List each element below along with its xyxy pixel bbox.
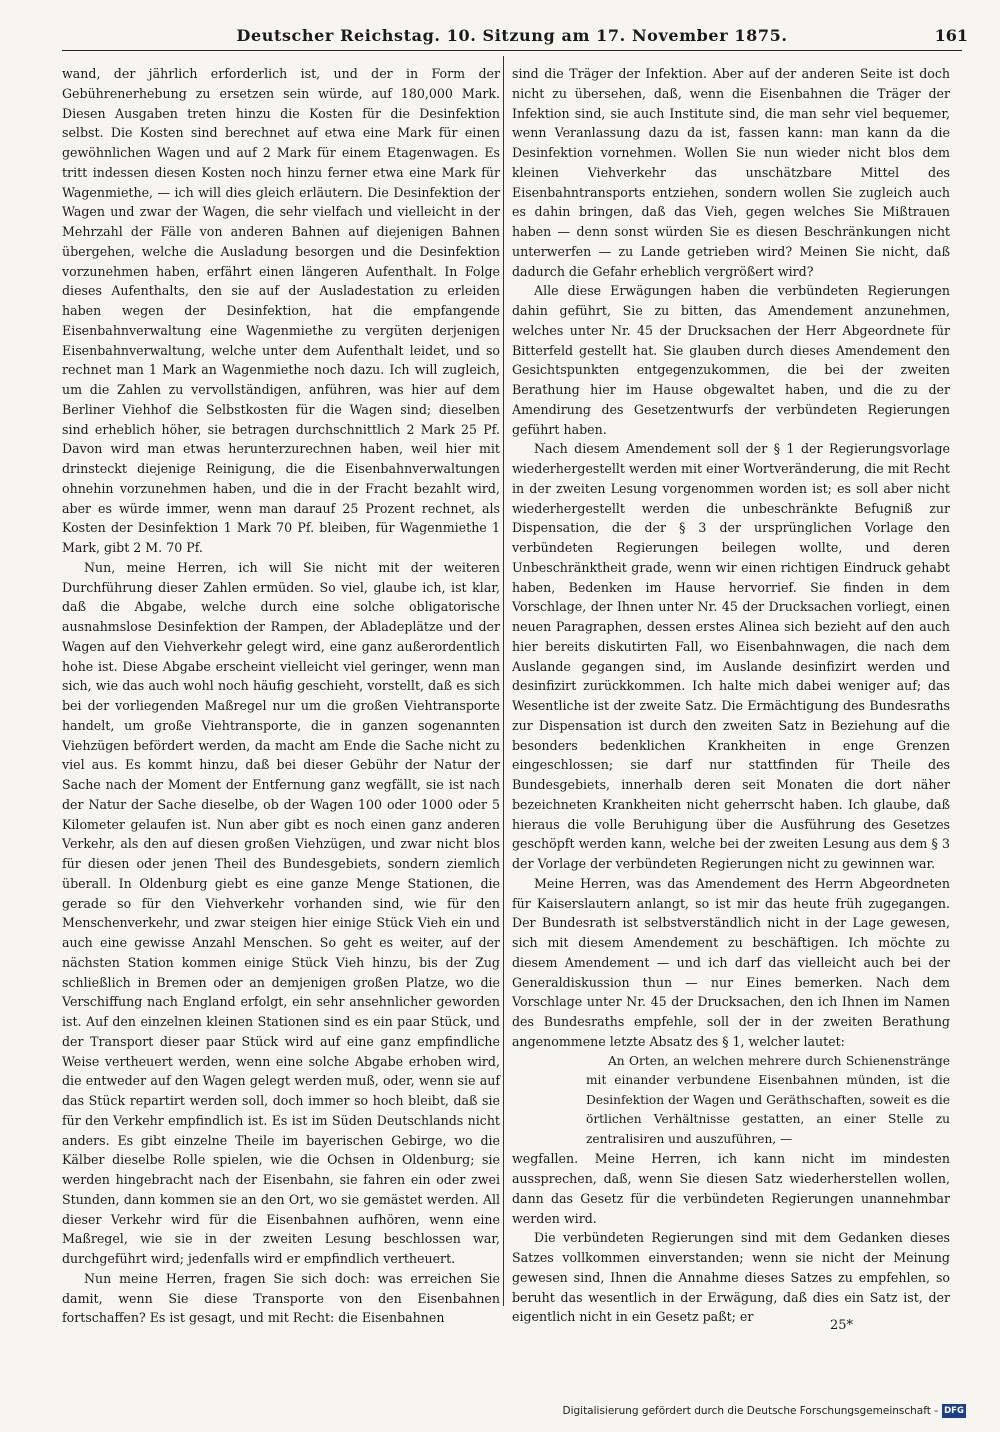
footer-text: Digitalisierung gefördert durch die Deutsche Forschungsgemeinschaft - — [562, 1405, 938, 1417]
dfg-logo: DFG — [942, 1404, 966, 1418]
block-quote — [586, 1052, 950, 1150]
paragraph: Nun, meine Herren, ich will Sie nicht mit der weiteren Durchführung dieser Zahlen ermüden. So viel, glaube ich, ist klar, daß die Abgabe, welche durch eine solche obligatorische ausnahmslose Desinfektion der Rampen, der Abladeplätze und der Wagen auf den Viehverkehr gelegt wird, eine ganz außerordentlich hohe ist. Diese Abgabe erscheint vielleicht viel geringer, wenn man sich, wie das auch wohl noch häufig geschieht, vorstellt, daß es sich bei der vorliegenden Maßregel nur um die großen Viehtransporte handelt, um große Viehtransporte, die in ganzen sogenannten Viehzügen befördert werden, da macht am Ende die Sache nicht zu viel aus. Es kommt hinzu, daß bei dieser Gebühr der Natur der Sache nach der Moment der Entfernung ganz wegfällt, sie ist nach der Natur der Sache dieselbe, ob der Wagen 100 oder 1000 oder 5 Kilometer gelaufen ist. Nun aber gibt es noch einen ganz anderen Verkehr, als den auf diesen großen Viehzügen, und zwar nicht blos für diesen oder jenen Theil des Bundesgebiets, sondern ziemlich überall. In Oldenburg giebt es eine ganze Menge Stationen, die gerade so für den Viehverkehr vorhanden sind, wie für den Menschenverkehr, und zwar steigen hier einige Stück Vieh ein und auch eine gewisse Anzahl Menschen. So geht es weiter, auf der nächsten Station kommen einige Stück Vieh hinzu, bis der Zug schließlich in Bremen oder an demjenigen großen Platze, wo die Verschiffung nach England erfolgt, ein sehr ansehnlicher geworden ist. Auf den einzelnen kleinen Stationen sind es ein paar Stück, und der Transport dieser paar Stück wird auf eine ganz empfindliche Weise vertheuert werden, wenn eine solche Abgabe erhoben wird, die entweder auf den Wagen gelegt werden muß, oder, wenn sie auf das Stück repartirt werden soll, doch immer so hoch bleibt, daß sie für den Verkehr empfindlich ist. Es ist im Süden Deutschlands nicht anders. Es gibt einzelne Theile im bayerischen Gebirge, wo die Kälber dieselbe Rolle spielen, wie die Ochsen in Oldenburg; sie werden hingebracht nach der Eisenbahn, sie fahren ein oder zwei Stunden, dann kommen sie an den Ort, wo sie gemästet werden. All dieser Verkehr wird für die Eisenbahnen aufhören, wenn eine Maßregel, wie sie in der zweiten Lesung beschlossen war, durchgeführt wird; jedenfalls wird er empfindlich vertheuert. — [62, 559, 500, 1266]
column-divider — [503, 56, 504, 1306]
paragraph: sind die Träger der Infektion. Aber auf der anderen Seite ist doch nicht zu übersehen, daß, wenn die Eisenbahnen die Träger der Infektion sind, sie auch Institute sind, die man sehr viel bequemer, wenn Veranlassung dazu da ist, fassen kann: man kann da die Desinfektion vornehmen. Wollen Sie nun wieder nicht blos dem kleinen Viehverkehr das unschätzbare Mittel des Eisenbahntransports entziehen, sondern wollen Sie zugleich auch es dahin bringen, daß das Vieh, gegen welches Sie Mißtrauen haben — denn sonst würden Sie es diesen Beschränkungen nicht unterwerfen — zu Lande getrieben wird? Meinen Sie nicht, daß dadurch die Gefahr erheblich vergrößert wird? — [512, 66, 950, 279]
header-title: Deutscher Reichstag. 10. Sitzung am 17. November 1875. — [236, 26, 788, 45]
paragraph: Nach diesem Amendement soll der § 1 der Regierungsvorlage wiederhergestellt werden mit einer Wortveränderung, die mit Recht in der zweiten Lesung vorgenommen worden ist; es soll aber nicht wiederhergestellt werden die unbeschränkte Befugniß zur Dispensation, die der § 3 der ursprünglichen Vorlage den verbündeten Regierungen beilegen wollte, und deren Unbeschränktheit grade, wenn wir einen richtigen Eindruck gehabt haben, Bedenken im Hause hervorrief. Sie finden in dem Vorschlage, der Ihnen unter Nr. 45 der Drucksachen vorliegt, einen neuen Paragraphen, dessen erstes Alinea sich bezieht auf den auch hier bereits diskutirten Fall, wo Eisenbahnwagen, die nach dem Auslande gegangen sind, im Auslande desinfizirt werden und desinfizirt zurückkommen. Ich halte mich dabei weniger auf; das Wesentliche ist der zweite Satz. Die Ermächtigung des Bundesraths zur Dispensation ist durch den zweiten Satz in Beziehung auf die besonders bedenklichen Krankheiten in enge Grenzen eingeschlossen; sie darf nur stattfinden für Theile des Bundesgebiets, innerhalb deren seit Monaten die dort näher bezeichneten Krankheiten nicht geherrscht haben. Ich glaube, daß hieraus die volle Beruhigung über die Ausführung des Gesetzes geschöpft werden kann, welche bei der zweiten Lesung aus dem § 3 der Vorlage der verbündeten Regierungen nicht zu gewinnen war. — [512, 441, 950, 871]
page-number: 161 — [934, 26, 968, 45]
paragraph: wegfallen. Meine Herren, ich kann nicht im mindesten aussprechen, daß, wenn Sie diesen Satz wiederherstellen wollen, dann das Gesetz für die verbündeten Regierungen unannehmbar werden wird. — [512, 1151, 950, 1226]
paragraph: Die verbündeten Regierungen sind mit dem Gedanken dieses Satzes vollkommen einverstanden; wenn sie nicht der Meinung gewesen sind, Ihnen die Annahme dieses Satzes zu empfehlen, so beruht das wesentlich in der Erwägung, daß dies ein Satz ist, der eigentlich nicht in ein Gesetz paßt; er — [512, 1230, 950, 1325]
right-column — [512, 64, 950, 1327]
signature-mark: 25* — [830, 1318, 854, 1333]
paragraph: Nun meine Herren, fragen Sie sich doch: was erreichen Sie damit, wenn Sie diese Transporte von den Eisenbahnen fortschaffen? Es ist gesagt, und mit Recht: die Eisenbahnen — [62, 1270, 500, 1326]
paragraph: Meine Herren, was das Amendement des Herrn Abgeordneten für Kaiserslautern anlangt, so ist mir das heute früh zugegangen. Der Bundesrath ist selbstverständlich nicht in der Lage gewesen, sich mit diesem Amendement zu beschäftigen. Ich möchte zu diesem Amendement — und ich darf das vielleicht auch bei der Generaldiskussion thun — nur Eines bemerken. Nach dem Vorschlage unter Nr. 45 der Drucksachen, den ich Ihnen im Namen des Bundesraths empfehle, soll der in der zweiten Berathung angenommene letzte Absatz des § 1, welcher lautet: — [512, 875, 950, 1049]
quote-text: An Orten, an welchen mehrere durch Schienenstränge mit einander verbundene Eisenbahnen münden, ist die Desinfektion der Wagen und Geräthschaften, soweit es die örtlichen Verhältnisse gestatten, an einer Stelle zu zentralisiren und auszuführen, — — [586, 1053, 950, 1146]
paragraph: wand, der jährlich erforderlich ist, und der in Form der Gebührenerhebung zu ersetzen sein würde, auf 180,000 Mark. Diesen Ausgaben treten hinzu die Kosten für die Desinfektion selbst. Die Kosten sind berechnet auf etwa eine Mark für einen gewöhnlichen Wagen und auf 2 Mark für einem Etagenwagen. Es tritt indessen diesen Kosten noch hinzu ferner etwa eine Mark für Wagenmiethe, — ich will dies gleich erläutern. Die Desinfektion der Wagen und zwar der Wagen, die sehr vielfach und vielleicht in der Mehrzahl der Fälle von anderen Bahnen auf diejenigen Bahnen übergehen, welche die Ausladung besorgen und die Desinfektion vorzunehmen haben, erfährt einen längeren Aufenthalt. In Folge dieses Aufenthalts, den sie auf der Ausladestation zu erleiden haben wegen der Desinfektion, hat die empfangende Eisenbahnverwaltung eine Wagenmiethe zu vergüten derjenigen Eisenbahnverwaltung, welche unter dem Aufenthalt leidet, und so rechnet man 1 Mark an Wagenmiethe noch dazu. Ich will zugleich, um die Zahlen zu vervollständigen, anführen, was hier auf dem Berliner Viehhof die Selbstkosten für die Wagen sind; dieselben sind erheblich höher, sie betragen durchschnittlich 2 Mark 25 Pf. Davon wird man etwas herunterzurechnen haben, weil hier mit drinsteckt diejenige Reinigung, die die Eisenbahnverwaltungen ohnehin vorzunehmen haben, und die in der Fracht bezahlt wird, aber es würde immer, wenn man darauf 25 Prozent rechnet, als Kosten der Desinfektion 1 Mark 70 Pf. bleiben, für Wagenmiethe 1 Mark, gibt 2 M. 70 Pf. — [62, 66, 500, 555]
left-column — [62, 64, 500, 1328]
footer — [562, 1404, 966, 1418]
paragraph: Alle diese Erwägungen haben die verbündeten Regierungen dahin geführt, Sie zu bitten, das Amendement anzunehmen, welches unter Nr. 45 der Drucksachen der Herr Abgeordnete für Bitterfeld gestellt hat. Sie glauben durch dieses Amendement den Gesichtspunkten entgegenzukommen, die bei der zweiten Berathung hier im Hause obgewaltet haben, und die zu der Amendirung des Gesetzentwurfs der verbündeten Regierungen geführt haben. — [512, 283, 950, 437]
page-header — [62, 24, 968, 51]
